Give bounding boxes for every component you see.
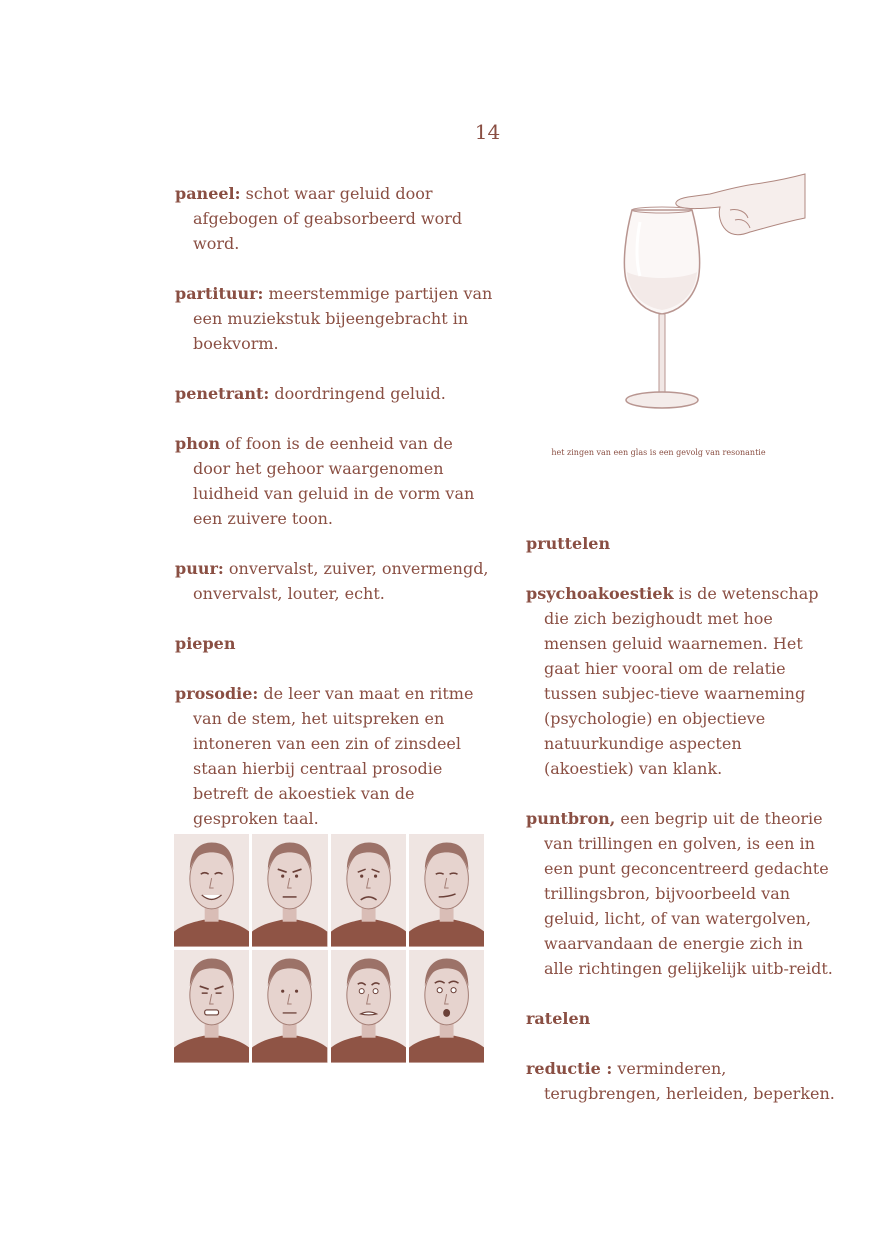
- entry-text: een begrip uit de theorie van trillingen en golven, is een in een punt geconcentreerd gedachte trillingsbron, bijvoorbeeld van geluid, licht, of van watergolven, waarvandaan de energie zich in alle richtingen gelijkelijk uitb-reidt.: [544, 809, 833, 978]
- entry-paneel: [175, 181, 495, 256]
- facial-expressions-grid: [174, 834, 484, 1063]
- face-photo-fear: [331, 950, 406, 1063]
- entry-term: piepen: [175, 634, 236, 653]
- entry-psychoakoestiek: [526, 581, 836, 781]
- face-photo-disgust: [174, 950, 249, 1063]
- entry-term: ratelen: [526, 1009, 591, 1028]
- wine-glass-image: [590, 172, 810, 417]
- entry-text: de leer van maat en ritme van de stem, het uitspreken en intoneren van een zin of zinsdeel staan hierbij centraal prosodie betreft de akoestiek van de gesproken taal.: [193, 684, 474, 828]
- entry-text: of foon is de eenheid van de door het gehoor waargenomen luidheid van geluid in de vorm van een zuivere toon.: [193, 434, 475, 528]
- entry-reductie: [526, 1056, 836, 1106]
- right-column: [526, 531, 836, 1131]
- entry-term: penetrant:: [175, 384, 270, 403]
- entry-piepen: [175, 631, 495, 656]
- entry-term: puur:: [175, 559, 224, 578]
- entry-term: puntbron,: [526, 809, 616, 828]
- entry-text: verminderen, terugbrengen, herleiden, beperken.: [544, 1059, 835, 1103]
- entry-term: phon: [175, 434, 221, 453]
- page-number: 14: [474, 120, 501, 144]
- image-caption: het zingen van een glas is een gevolg van resonantie: [551, 448, 766, 457]
- face-photo-smile: [174, 834, 249, 947]
- entry-text: onvervalst, zuiver, onvermengd, onvervalst, louter, echt.: [193, 559, 489, 603]
- face-photo-angry: [252, 834, 327, 947]
- entry-prosodie: [175, 681, 495, 831]
- entry-term: partituur:: [175, 284, 264, 303]
- entry-puur: [175, 556, 495, 606]
- entry-text: is de wetenschap die zich bezighoudt met hoe mensen geluid waarnemen. Het gaat hier vooral om de relatie tussen subjec-tieve waarneming (psychologie) en objectieve natuurkundige aspecten (akoestiek) van klank.: [544, 584, 819, 778]
- entry-term: psychoakoestiek: [526, 584, 674, 603]
- entry-term: reductie :: [526, 1059, 613, 1078]
- face-photo-surprise: [409, 950, 484, 1063]
- entry-term: paneel:: [175, 184, 241, 203]
- entry-ratelen: [526, 1006, 836, 1031]
- entry-pruttelen: [526, 531, 836, 556]
- entry-puntbron: [526, 806, 836, 981]
- face-photo-sad: [331, 834, 406, 947]
- entry-phon: [175, 431, 495, 531]
- entry-text: meerstemmige partijen van een muziekstuk bijeengebracht in boekvorm.: [193, 284, 493, 353]
- face-photo-neutral: [252, 950, 327, 1063]
- entry-term: pruttelen: [526, 534, 611, 553]
- left-column: [175, 181, 495, 856]
- entry-partituur: [175, 281, 495, 356]
- entry-text: schot waar geluid door afgebogen of geabsorbeerd word word.: [193, 184, 463, 253]
- entry-term: prosodie:: [175, 684, 259, 703]
- face-photo-contempt: [409, 834, 484, 947]
- entry-penetrant: [175, 381, 495, 406]
- entry-text: doordringend geluid.: [269, 384, 446, 403]
- wine-glass-illustration: [590, 172, 810, 417]
